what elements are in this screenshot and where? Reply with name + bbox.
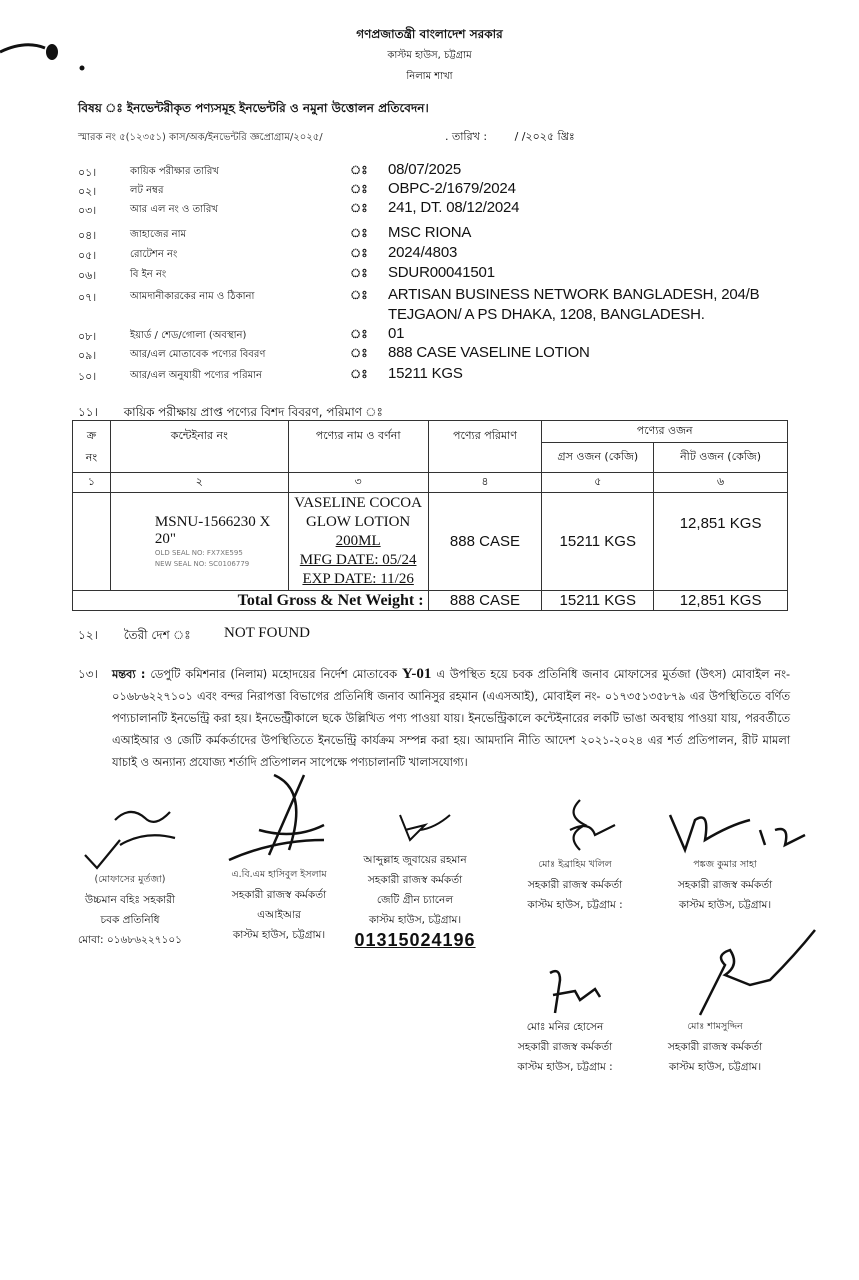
- field-separator: ঃ: [350, 288, 368, 302]
- signatory-office: চবক প্রতিনিধি: [100, 914, 160, 926]
- handwritten-signature-icon: [365, 800, 465, 850]
- column-number: ৩: [288, 473, 428, 493]
- cell-gross-weight: 15211 KGS: [542, 493, 654, 591]
- signature-block: [45, 800, 215, 950]
- signatory-name: (মোফাসের মুর্তজা): [94, 874, 166, 885]
- field-separator: ঃ: [350, 163, 368, 177]
- origin-label: তৈরী দেশ ঃ: [123, 628, 191, 642]
- signatory-designation: সহকারী রাজস্ব কর্মকর্তা: [517, 1041, 613, 1053]
- total-quantity: 888 CASE: [428, 591, 542, 611]
- signatory-location: কাস্টম হাউস, চট্টগ্রাম।: [678, 899, 772, 911]
- signatory-designation: সহকারী রাজস্ব কর্মকর্তা: [367, 874, 463, 886]
- section-12-origin: [78, 625, 310, 647]
- column-number: ৫: [542, 473, 654, 493]
- signature-block: [480, 965, 650, 1077]
- field-value: 888 CASE VASELINE LOTION: [388, 344, 590, 361]
- memo-date-value: / /২০২৫ খ্রিঃ: [514, 130, 575, 143]
- goods-table: [72, 420, 788, 611]
- handwritten-signature-icon: [525, 795, 625, 855]
- column-number: ১: [73, 473, 111, 493]
- cell-net-weight: 12,851 KGS: [654, 493, 788, 591]
- signatory-name: আব্দুল্লাহ জুবায়ের রহমান: [363, 854, 467, 866]
- field-label: বি ইন নং: [130, 269, 167, 280]
- header-serial-line2: নং: [85, 451, 98, 464]
- field-number: ০৮।: [78, 330, 97, 343]
- table-total-row: [73, 591, 788, 611]
- container-number: MSNU-1566230 X 20": [154, 513, 271, 547]
- goods-line: VASELINE COCOA: [294, 495, 422, 511]
- field-separator: ঃ: [350, 346, 368, 360]
- signatory-location: কাস্টম হাউস, চট্টগ্রাম।: [668, 1061, 762, 1073]
- signatory-phone: 01315024196: [354, 930, 476, 950]
- total-net-weight: 12,851 KGS: [654, 591, 788, 611]
- signatory-name: পঙ্কজ কুমার সাহা: [693, 859, 757, 870]
- header-goods: পণ্যের নাম ও বর্ণনা: [288, 421, 428, 473]
- signature-block: [630, 925, 800, 1077]
- cell-quantity: 888 CASE: [428, 493, 542, 591]
- memo-date-label: . তারিখ :: [445, 130, 488, 143]
- goods-line: EXP DATE: 11/26: [302, 571, 414, 587]
- field-label: ইয়ার্ড / শেড/গোলা (অবস্থান): [130, 330, 247, 341]
- government-title: গণপ্রজাতন্ত্রী বাংলাদেশ সরকার: [356, 27, 503, 41]
- field-separator: ঃ: [350, 182, 368, 196]
- field-label: লট নম্বর: [130, 185, 164, 196]
- field-number: ০২।: [78, 185, 97, 198]
- header-serial: [73, 421, 111, 473]
- field-row: [78, 162, 798, 180]
- signatory-name: মোঃ মনির হোসেন: [526, 1021, 604, 1033]
- column-number: ৬: [654, 473, 788, 493]
- signature-block: [490, 795, 660, 915]
- field-label: আর এল নং ও তারিখ: [130, 204, 218, 215]
- handwritten-signature-icon: [515, 965, 615, 1017]
- goods-line: GLOW LOTION: [305, 514, 411, 530]
- field-number: ১০।: [78, 370, 97, 383]
- field-number: ০৭।: [78, 291, 97, 304]
- remarks-body: [112, 663, 790, 774]
- cell-container: [110, 493, 288, 591]
- subject-line: বিষয় ঃ ইনভেন্টরীকৃত পণ্যসমূহ ইনভেন্টরি ও নমুনা উত্তোলন প্রতিবেদন।: [78, 101, 429, 115]
- handwritten-signature-icon: [630, 925, 820, 1017]
- goods-line: 200ML: [335, 533, 381, 549]
- table-row: [73, 493, 788, 591]
- field-label: আমদানীকারকের নাম ও ঠিকানা: [130, 291, 255, 302]
- field-label: কায়িক পরীক্ষার তারিখ: [130, 166, 219, 177]
- signatory-location: কাস্টম হাউস, চট্টগ্রাম :: [517, 1061, 613, 1073]
- remarks-text-b: এ উপস্থিত হয়ে চবক প্রতিনিধি জনাব মোফাসের মুর্তজা (উৎস) মোবাইল নং- ০১৬৮৬২২৭১০১ এবং বন্দর নিরাপত্তা বিভাগের প্রতিনিধি জনাব আনিসুর রহমান (এএসআই), মোবাইল নং- ০১৭৩৫১৩৫৮৭৯ এর উপস্থিতিতে বর্ণিত পণ্যচালানটি ইনভেন্ট্রি করা হয়। ইনভেন্ট্রীকালে ছকে উল্লিখিত পণ্য পাওয়া যায়। ইনভেন্ট্রিকালে কন্টেইনারের লকটি ভাঙা অবস্থায় পাওয়া যায়, পরবর্তীতে এআইআর ও জেটি কর্মকর্তাদের উপস্থিতিতে ইনভেন্ট্রি কার্যক্রম সম্পন্ন করা হয়। আমদানি নীতি আদেশ ২০২১-২০২৪ এর শর্ত প্রতিপালন, রীট মামলা যাচাই ও অন্যান্য প্রযোজ্য শর্তাদি প্রতিপালন সাপেক্ষে পণ্যচালানটি খালাসযোগ্য।: [112, 668, 791, 769]
- total-gross-weight: 15211 KGS: [542, 591, 654, 611]
- signatory-name: এ.বি.এম হাসিবুল ইসলাম: [231, 869, 327, 880]
- header-serial-line1: ক্র: [86, 429, 97, 442]
- header-net: নীট ওজন (কেজি): [654, 443, 788, 473]
- field-value: SDUR00041501: [388, 264, 495, 281]
- field-label: আর/এল অনুযায়ী পণ্যের পরিমান: [130, 370, 262, 381]
- field-value: 08/07/2025: [388, 161, 462, 178]
- table-header-row: [73, 421, 788, 443]
- section-number: ১৩।: [78, 667, 98, 681]
- field-separator: ঃ: [350, 226, 368, 240]
- handwritten-signature-icon: [75, 800, 185, 870]
- field-row: [78, 366, 798, 384]
- signatory-name: মোঃ শামসুদ্দিন: [687, 1021, 743, 1032]
- signatory-designation: সহকারী রাজস্ব কর্মকর্তা: [677, 879, 773, 891]
- field-row: [78, 265, 798, 283]
- column-number-row: [73, 473, 788, 493]
- cell-serial: [73, 493, 111, 591]
- field-label: রোটেশন নং: [130, 249, 178, 260]
- signatory-designation: সহকারী রাজস্ব কর্মকর্তা: [231, 889, 327, 901]
- signatory-designation: সহকারী রাজস্ব কর্মকর্তা: [527, 879, 623, 891]
- yard-number: Y-01: [401, 666, 432, 682]
- field-row: [78, 245, 798, 263]
- signatory-location: কাস্টম হাউস, চট্টগ্রাম।: [232, 929, 326, 941]
- goods-line: MFG DATE: 05/24: [299, 552, 417, 568]
- cell-goods-description: [288, 493, 428, 591]
- section-name: নিলাম শাখা: [406, 71, 453, 82]
- remarks-text-a: ডেপুটি কমিশনার (নিলাম) মহোদয়ের নির্দেশ মোতাবেক: [150, 668, 398, 681]
- origin-value: NOT FOUND: [224, 625, 310, 641]
- field-row: [78, 225, 798, 243]
- handwritten-signature-icon: [214, 770, 344, 865]
- signatory-location: কাস্টম হাউস, চট্টগ্রাম :: [527, 899, 623, 911]
- field-value: ARTISAN BUSINESS NETWORK BANGLADESH, 204/B: [388, 286, 760, 303]
- signatory-location: কাস্টম হাউস, চট্টগ্রাম।: [368, 914, 462, 926]
- section-number: ১১।: [78, 405, 98, 419]
- field-separator: ঃ: [350, 327, 368, 341]
- handwritten-signature-icon: [640, 805, 810, 855]
- section-number: ১২।: [78, 628, 98, 642]
- office-name: কাস্টম হাউস, চট্টগ্রাম: [387, 50, 472, 61]
- new-seal-number: NEW SEAL NO: SC0106779: [154, 559, 250, 568]
- field-value: 241, DT. 08/12/2024: [388, 199, 520, 216]
- header-gross: গ্রস ওজন (কেজি): [542, 443, 654, 473]
- field-value: OBPC-2/1679/2024: [388, 180, 516, 197]
- signature-block: [640, 805, 810, 915]
- column-number: ৪: [428, 473, 542, 493]
- field-value: MSC RIONA: [388, 224, 472, 241]
- field-number: ০৬।: [78, 269, 97, 282]
- memo-reference: স্মারক নং ৫(১২৩৫১) কাস/অক/ইনভেন্টরি জ্ঞপ্রোগ্রাম/২০২৫/: [78, 132, 323, 143]
- signatory-office: এআইআর: [257, 909, 301, 921]
- field-row: [78, 181, 798, 199]
- header-container: কন্টেইনার নং: [110, 421, 288, 473]
- field-value: 15211 KGS: [388, 365, 463, 382]
- field-separator: ঃ: [350, 266, 368, 280]
- signature-block: [330, 800, 500, 950]
- remarks-label: মন্তব্য :: [112, 668, 146, 681]
- signatory-office: জেটি গ্রীন চ্যানেল: [376, 894, 454, 906]
- header-quantity: পণ্যের পরিমাণ: [428, 421, 542, 473]
- field-label: জাহাজের নাম: [130, 229, 187, 240]
- signatory-designation: উচ্চমান বহিঃ সহকারী: [84, 894, 175, 906]
- field-number: ০৫।: [78, 249, 97, 262]
- signatory-phone: মোবা: ০১৬৮৬২২৭১০১: [78, 934, 182, 946]
- field-separator: ঃ: [350, 367, 368, 381]
- field-value: 01: [388, 325, 405, 342]
- field-row: [78, 286, 798, 323]
- signatory-name: মোঃ ইব্রাহিম খলিল: [538, 859, 612, 870]
- field-label: আর/এল মোতাবেক পণ্যের বিবরণ: [130, 349, 266, 360]
- field-number: ০১।: [78, 166, 97, 179]
- signatory-designation: সহকারী রাজস্ব কর্মকর্তা: [667, 1041, 763, 1053]
- field-separator: ঃ: [350, 201, 368, 215]
- field-separator: ঃ: [350, 246, 368, 260]
- header-weight: পণ্যের ওজন: [542, 421, 788, 443]
- field-row: [78, 200, 798, 218]
- field-number: ০৯।: [78, 349, 97, 362]
- field-number: ০৪।: [78, 229, 97, 242]
- section-title: কায়িক পরীক্ষায় প্রাপ্ত পণ্যের বিশদ বিবরণ, পরিমাণ ঃ: [123, 405, 383, 419]
- field-value: 2024/4803: [388, 244, 458, 261]
- column-number: ২: [110, 473, 288, 493]
- memo-date: [445, 128, 575, 147]
- field-row: [78, 345, 798, 363]
- field-value-line2: TEJGAON/ A PS DHAKA, 1208, BANGLADESH.: [388, 306, 705, 323]
- field-number: ০৩।: [78, 204, 97, 217]
- total-label: Total Gross & Net Weight :: [73, 591, 429, 611]
- field-row: [78, 326, 798, 344]
- old-seal-number: OLD SEAL NO: FX7XE595: [154, 548, 243, 557]
